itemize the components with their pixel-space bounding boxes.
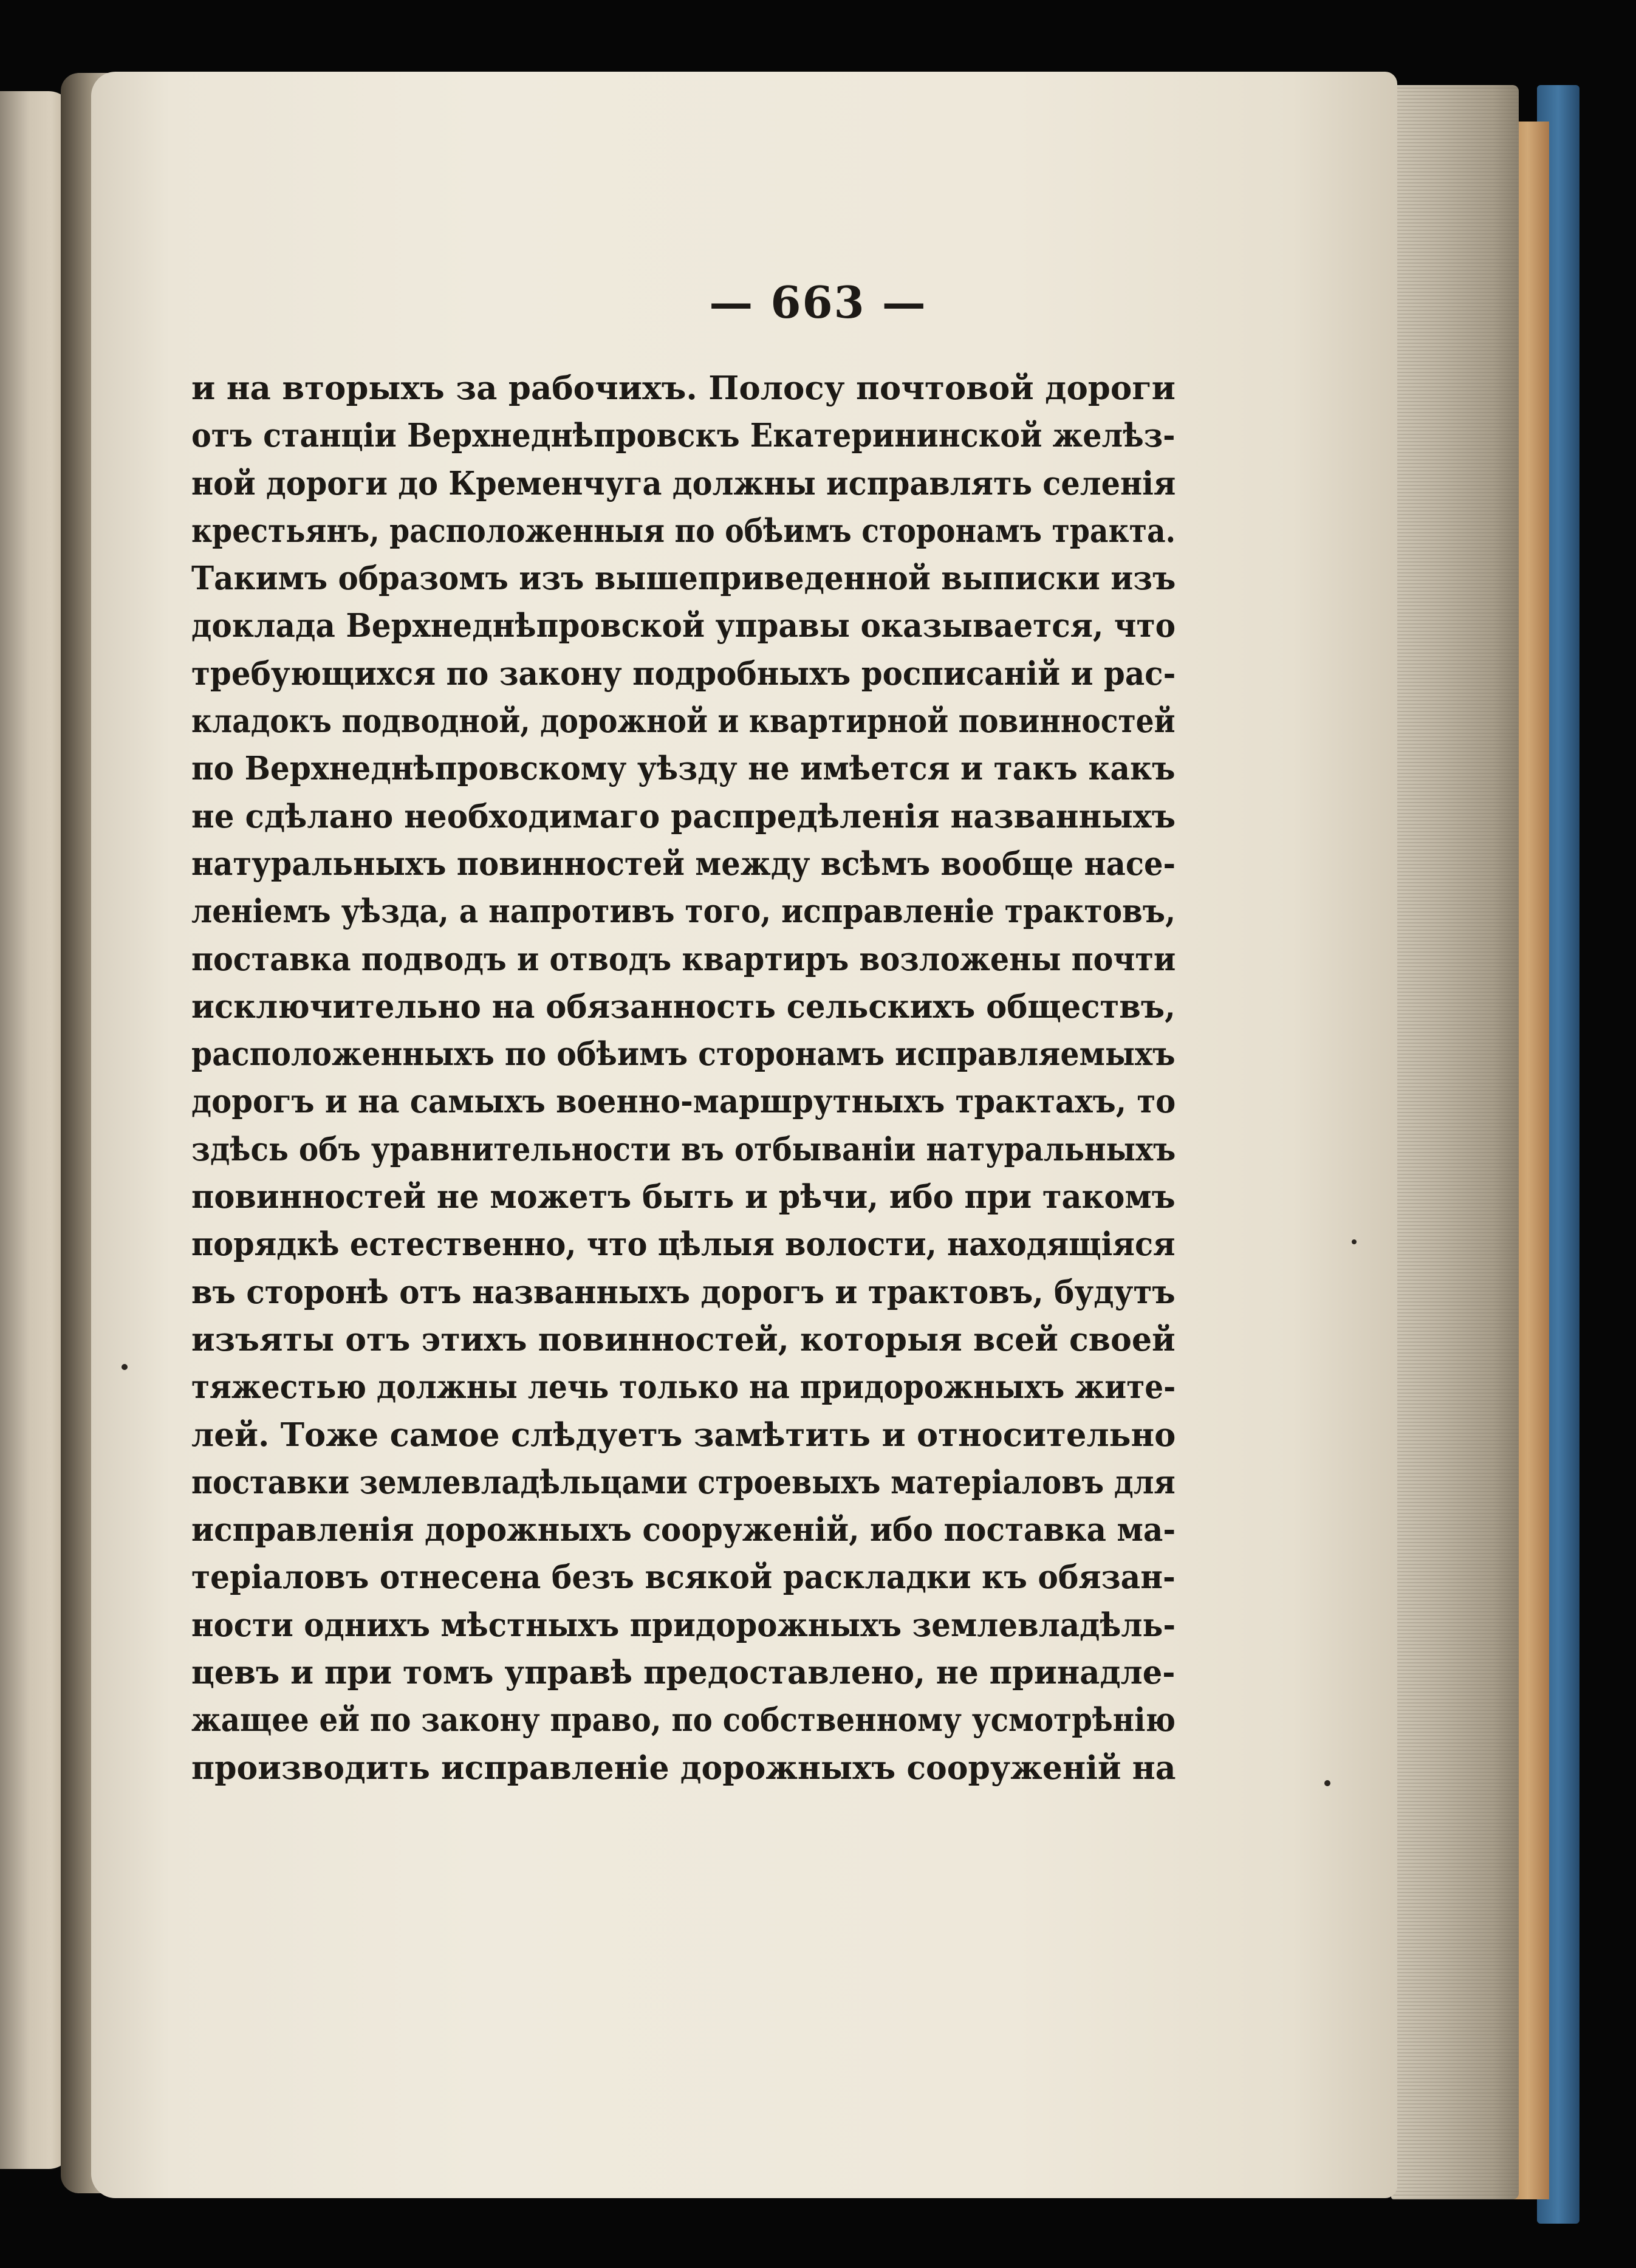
text-line: не сдѣлано необходимаго распредѣленія названныхъ (191, 797, 1176, 835)
ink-speck (1352, 1239, 1357, 1244)
ink-speck (122, 1364, 128, 1370)
text-line: исправленія дорожныхъ сооруженій, ибо поставка ма- (191, 1511, 1176, 1549)
text-line: леніемъ уѣзда, а напротивъ того, исправленіе трактовъ, (191, 892, 1176, 931)
text-line: исключительно на обязанность сельскихъ обществъ, (191, 987, 1176, 1026)
text-line: крестьянъ, расположенныя по обѣимъ сторонамъ тракта. (191, 512, 1176, 550)
text-line: въ сторонѣ отъ названныхъ дорогъ и трактовъ, будутъ (191, 1273, 1176, 1311)
text-line: ной дороги до Кременчуга должны исправлять селенія (191, 464, 1176, 502)
text-line: натуральныхъ повинностей между всѣмъ вообще насе- (191, 845, 1176, 883)
text-line: требующихся по закону подробныхъ росписаній и рас- (191, 654, 1176, 693)
text-line: ности однихъ мѣстныхъ придорожныхъ землевладѣль- (191, 1606, 1176, 1644)
text-line: поставки землевладѣльцами строевыхъ матеріаловъ для (191, 1463, 1176, 1501)
text-line: по Верхнеднѣпровскому уѣзду не имѣется и такъ какъ (191, 750, 1176, 788)
text-line: поставка подводъ и отводъ квартиръ возложены почти (191, 940, 1176, 978)
text-line: кладокъ подводной, дорожной и квартирной повинностей (191, 702, 1176, 741)
text-line: теріаловъ отнесена безъ всякой раскладки къ обязан- (191, 1558, 1176, 1597)
text-line: и на вторыхъ за рабочихъ. Полосу почтовой дороги (191, 369, 1176, 407)
text-line: отъ станціи Верхнеднѣпровскъ Екатерининской желѣз- (191, 417, 1176, 455)
text-line: повинностей не можетъ быть и рѣчи, ибо при такомъ (191, 1178, 1176, 1216)
text-line: доклада Верхнеднѣпровской управы оказывается, что (191, 607, 1176, 645)
text-line: производить исправленіе дорожныхъ сооруженій на (191, 1749, 1176, 1787)
text-line: изъяты отъ этихъ повинностей, которыя всей своей (191, 1320, 1176, 1358)
text-line: расположенныхъ по обѣимъ сторонамъ исправляемыхъ (191, 1035, 1176, 1074)
text-line: тяжестью должны лечь только на придорожныхъ жите- (191, 1368, 1176, 1406)
page-number: — 663 — (709, 276, 927, 328)
page-text (191, 365, 1176, 1792)
text-line: порядкѣ естественно, что цѣлыя волости, находящіяся (191, 1225, 1176, 1264)
text-line: цевъ и при томъ управѣ предоставлено, не принадле- (191, 1654, 1176, 1692)
text-line: здѣсь объ уравнительности въ отбываніи натуральныхъ (191, 1130, 1176, 1168)
page-stack-edges (1391, 85, 1519, 2199)
text-line: лей. Тоже самое слѣдуетъ замѣтить и относительно (191, 1416, 1176, 1454)
ink-speck (1324, 1780, 1330, 1786)
text-line: жащее ей по закону право, по собственному усмотрѣнію (191, 1701, 1176, 1739)
text-line: дорогъ и на самыхъ военно-маршрутныхъ трактахъ, то (191, 1083, 1176, 1121)
text-line: Такимъ образомъ изъ вышеприведенной выписки изъ (191, 560, 1176, 598)
